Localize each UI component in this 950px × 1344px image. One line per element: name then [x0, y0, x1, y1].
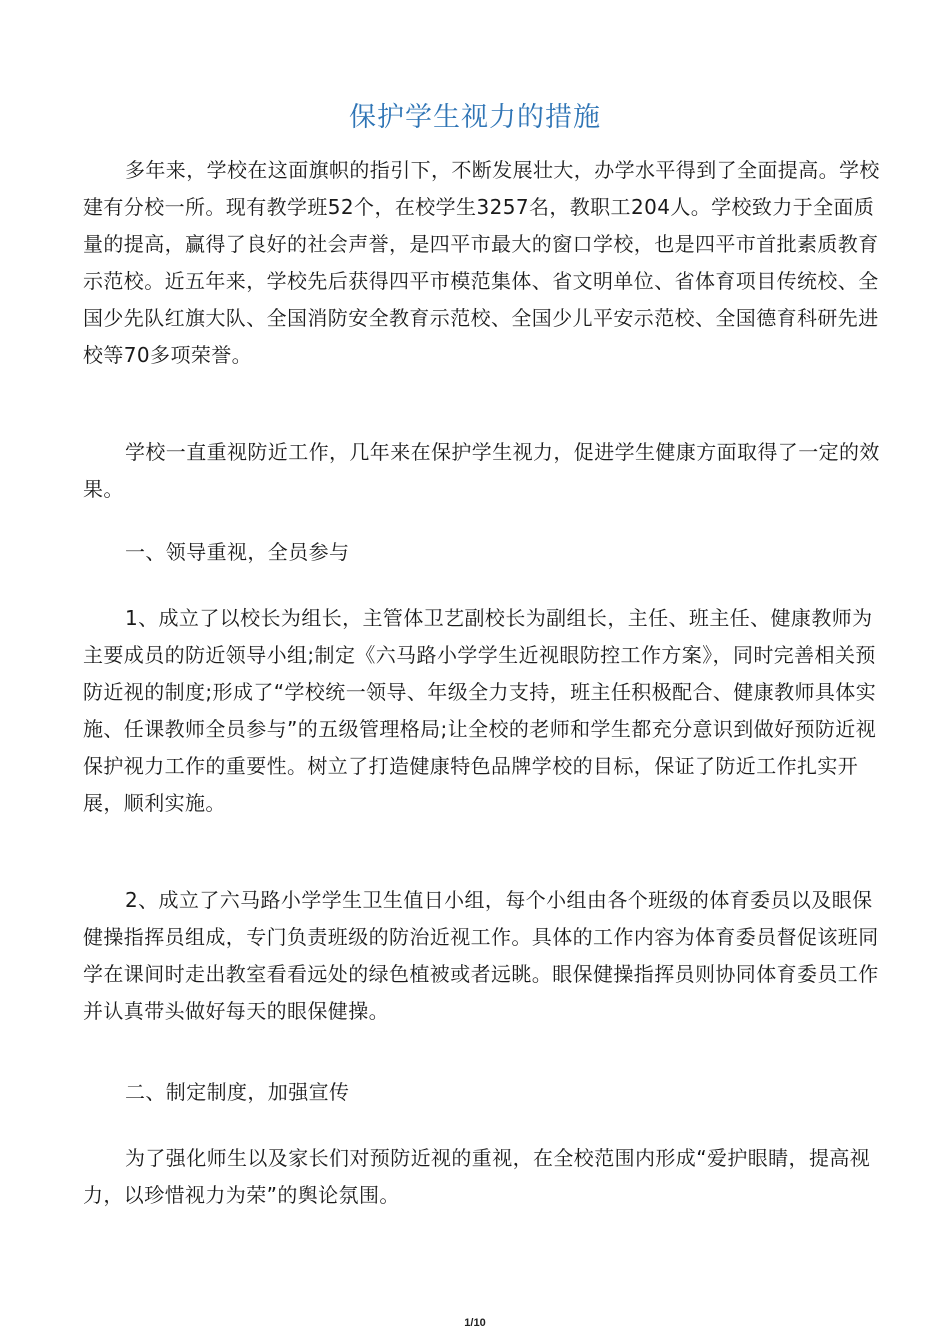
- paragraph-myopia-prevention: [83, 434, 883, 508]
- paragraph-awareness: [83, 1140, 883, 1214]
- section-heading-rules: [83, 1074, 883, 1111]
- paragraph-text: 多年来，学校在这面旗帜的指引下，不断发展壮大，办学水平得到了全面提高。学校建有分校一所。现有教学班52个，在校学生3257名，教职工204人。学校致力于全面质量的提高，赢得了良好的社会声誉，是四平市最大的窗口学校，也是四平市首批素质教育示范校。近五年来，学校先后获得四平市模范集体、省文明单位、省体育项目传统校、全国少先队红旗大队、全国消防安全教育示范校、全国少儿平安示范校、全国德育科研先进校等70多项荣誉。: [83, 158, 880, 367]
- section-heading-leadership: [83, 534, 883, 571]
- paragraph-leadership-group: [83, 600, 883, 822]
- paragraph-hygiene-group: [83, 882, 883, 1030]
- paragraph-text: 为了强化师生以及家长们对预防近视的重视，在全校范围内形成“爱护眼睛，提高视力，以珍惜视力为荣”的舆论氛围。: [83, 1146, 871, 1207]
- paragraph-text: 2、成立了六马路小学学生卫生值日小组，每个小组由各个班级的体育委员以及眼保健操指挥员组成，专门负责班级的防治近视工作。具体的工作内容为体育委员督促该班同学在课间时走出教室看看远处的绿色植被或者远眺。眼保健操指挥员则协同体育委员工作并认真带头做好每天的眼保健操。: [83, 888, 879, 1023]
- section-heading: 二、制定制度，加强宣传: [125, 1080, 350, 1104]
- paragraph-text: 学校一直重视防近工作，几年来在保护学生视力，促进学生健康方面取得了一定的效果。: [83, 440, 880, 501]
- section-heading: 一、领导重视，全员参与: [125, 540, 350, 564]
- page-number: 1/10: [464, 1317, 486, 1329]
- document-title: 保护学生视力的措施: [349, 102, 601, 133]
- paragraph-school-intro: [83, 152, 883, 374]
- paragraph-text: 1、成立了以校长为组长，主管体卫艺副校长为副组长，主任、班主任、健康教师为主要成员的防近领导小组;制定《六马路小学学生近视眼防控工作方案》，同时完善相关预防近视的制度;形成了“学校统一领导、年级全力支持，班主任积极配合、健康教师具体实施、任课教师全员参与”的五级管理格局;让全校的老师和学生都充分意识到做好预防近视保护视力工作的重要性。树立了打造健康特色品牌学校的目标，保证了防近工作扎实开展，顺利实施。: [83, 606, 877, 815]
